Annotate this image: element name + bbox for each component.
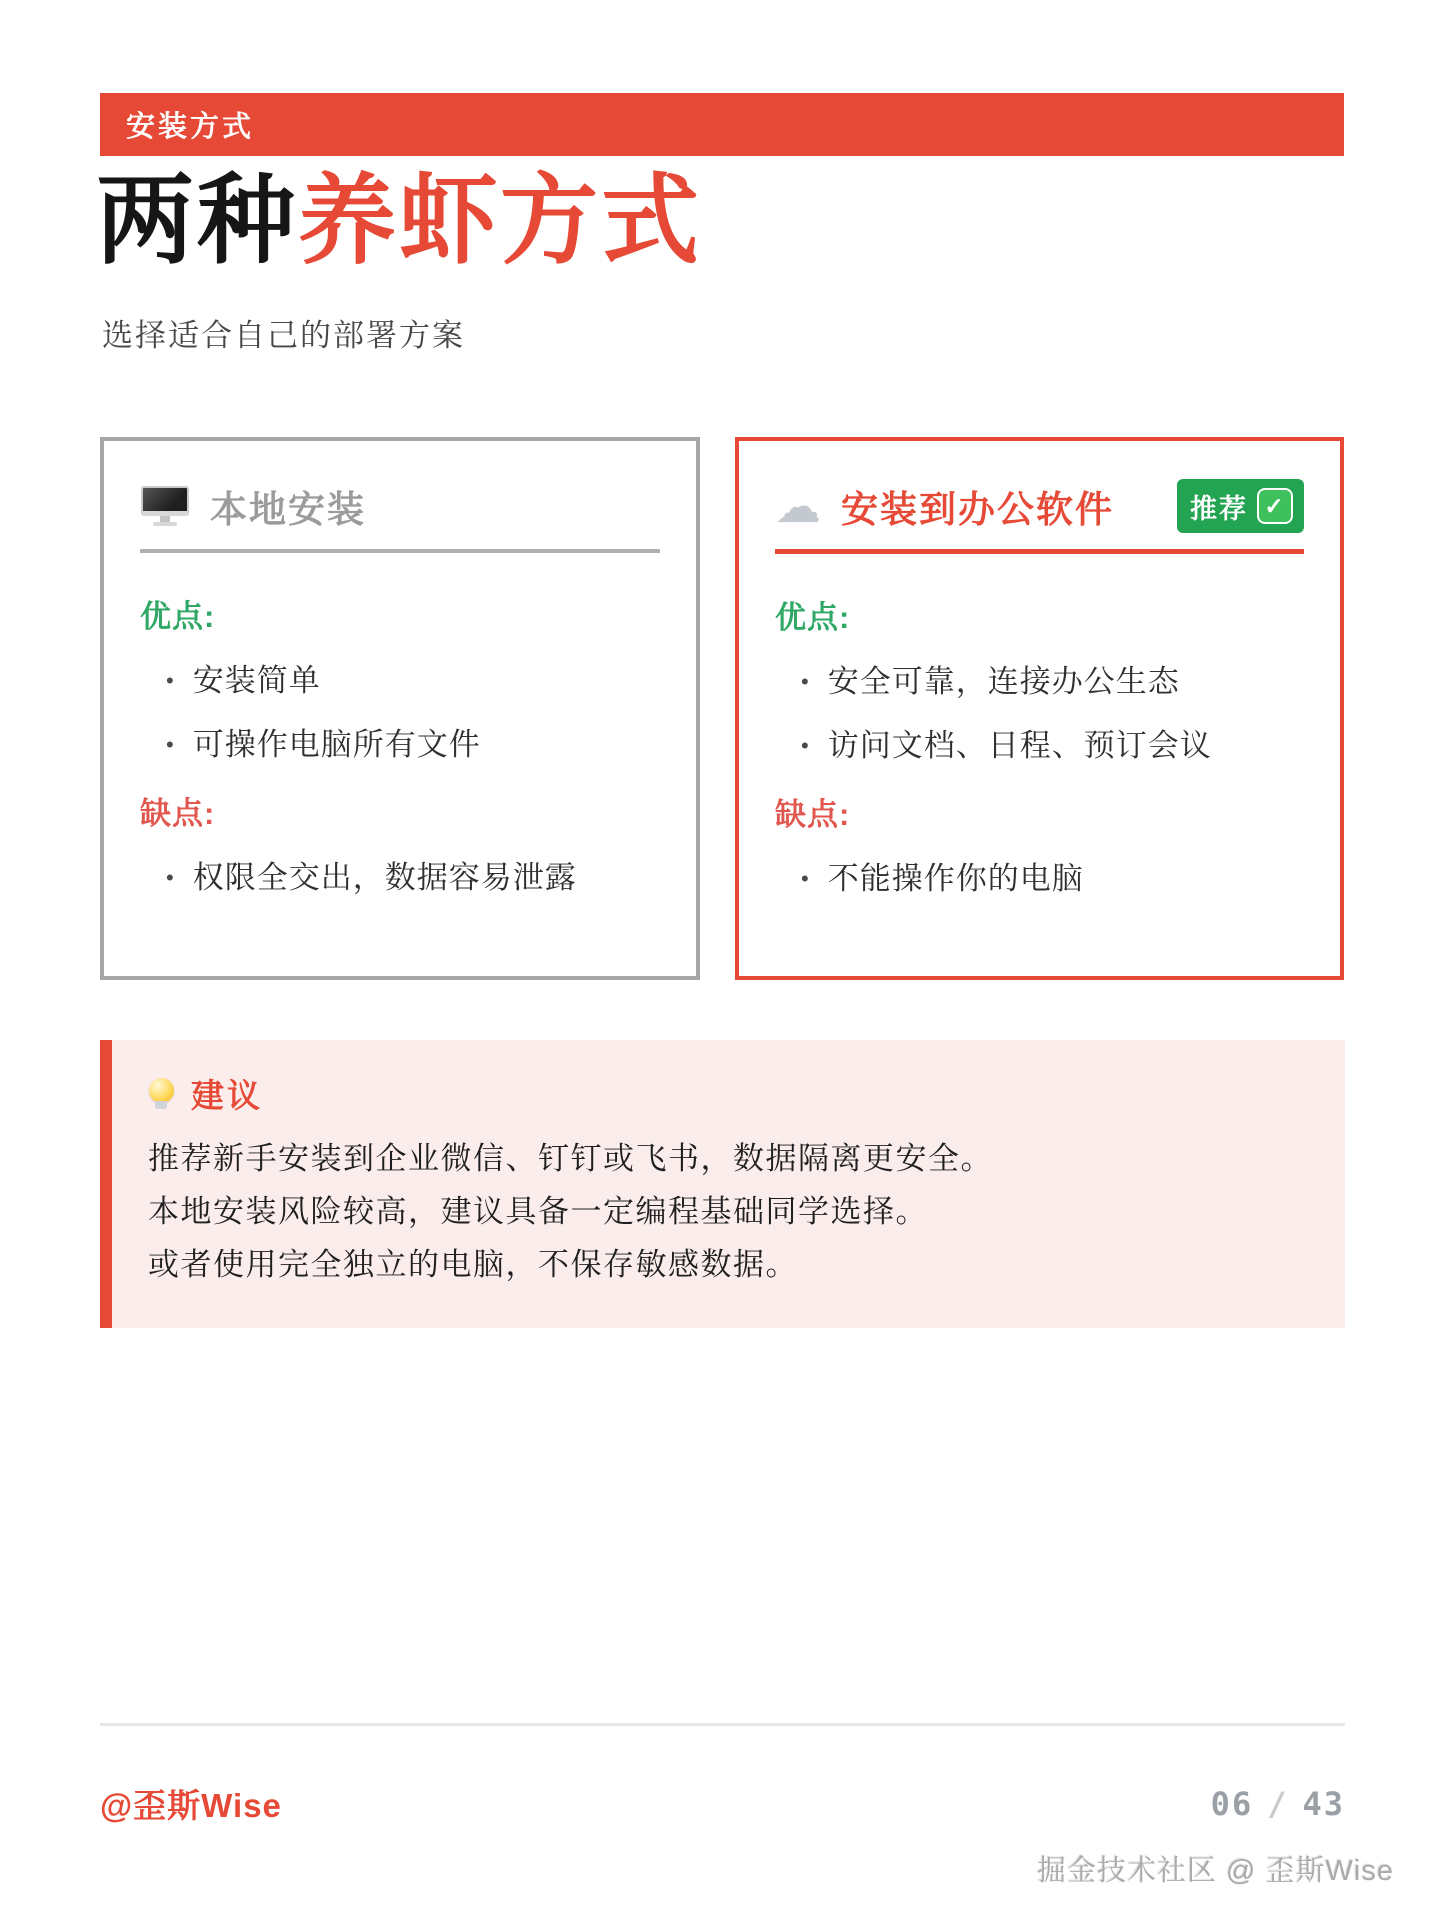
cloud-icon: ☁ xyxy=(775,480,821,532)
list-item: • 安装简单 xyxy=(166,660,660,702)
page-title-red-part: 养虾方式 xyxy=(298,163,703,278)
advice-title: 建议 xyxy=(191,1077,263,1114)
footer xyxy=(100,1780,1345,1827)
community-watermark: 掘金技术社区 @ 歪斯Wise xyxy=(1037,1855,1394,1887)
check-mark-icon: ✓ xyxy=(1259,490,1291,522)
card-office-header xyxy=(775,477,1304,535)
list-item: • 访问文档、日程、预订会议 xyxy=(801,725,1304,767)
comparison-cards xyxy=(100,437,1344,980)
section-tag-bar xyxy=(100,93,1344,156)
recommended-badge-label: 推荐 xyxy=(1190,493,1248,524)
recommended-badge xyxy=(1177,479,1304,533)
page-number-separator: / xyxy=(1267,1784,1289,1823)
office-cons-list xyxy=(775,858,1304,900)
local-pros-list xyxy=(140,660,660,766)
list-item: • 权限全交出，数据容易泄露 xyxy=(166,857,660,899)
light-bulb-icon xyxy=(148,1078,174,1109)
advice-line: 或者使用完全独立的电脑，不保存敏感数据。 xyxy=(148,1247,798,1282)
card-office-install xyxy=(735,437,1344,980)
page-number-total: 43 xyxy=(1302,1784,1345,1823)
card-office-divider xyxy=(775,549,1304,554)
local-cons-label: 缺点: xyxy=(140,796,216,831)
office-pros-label: 优点: xyxy=(775,600,851,635)
card-office-title: 安装到办公软件 xyxy=(841,489,1114,530)
card-local-header xyxy=(140,477,660,535)
author-handle: @歪斯Wise xyxy=(100,1787,282,1824)
list-item: • 安全可靠，连接办公生态 xyxy=(801,661,1304,703)
advice-header xyxy=(148,1070,1305,1117)
office-cons-label: 缺点: xyxy=(775,797,851,832)
advice-line: 本地安装风险较高，建议具备一定编程基础同学选择。 xyxy=(148,1194,928,1229)
local-pros-label: 优点: xyxy=(140,599,216,634)
section-tag-label: 安装方式 xyxy=(126,111,255,143)
advice-callout xyxy=(100,1040,1345,1328)
local-cons-list xyxy=(140,857,660,899)
list-item: • 不能操作你的电脑 xyxy=(801,858,1304,900)
footer-divider xyxy=(100,1723,1345,1726)
page-number xyxy=(1211,1785,1345,1823)
page-number-current: 06 xyxy=(1210,1784,1254,1823)
card-local-title: 本地安装 xyxy=(210,489,366,530)
advice-line: 推荐新手安装到企业微信、钉钉或飞书，数据隔离更安全。 xyxy=(148,1141,993,1176)
office-pros-list xyxy=(775,661,1304,767)
card-local-install xyxy=(100,437,700,980)
card-local-divider xyxy=(140,549,660,553)
desktop-monitor-icon xyxy=(140,486,190,526)
list-item: • 可操作电脑所有文件 xyxy=(166,724,660,766)
page-title xyxy=(96,156,702,285)
advice-body xyxy=(148,1132,1305,1291)
page-title-black-part: 两种 xyxy=(96,163,299,278)
page-subtitle: 选择适合自己的部署方案 xyxy=(102,318,465,353)
